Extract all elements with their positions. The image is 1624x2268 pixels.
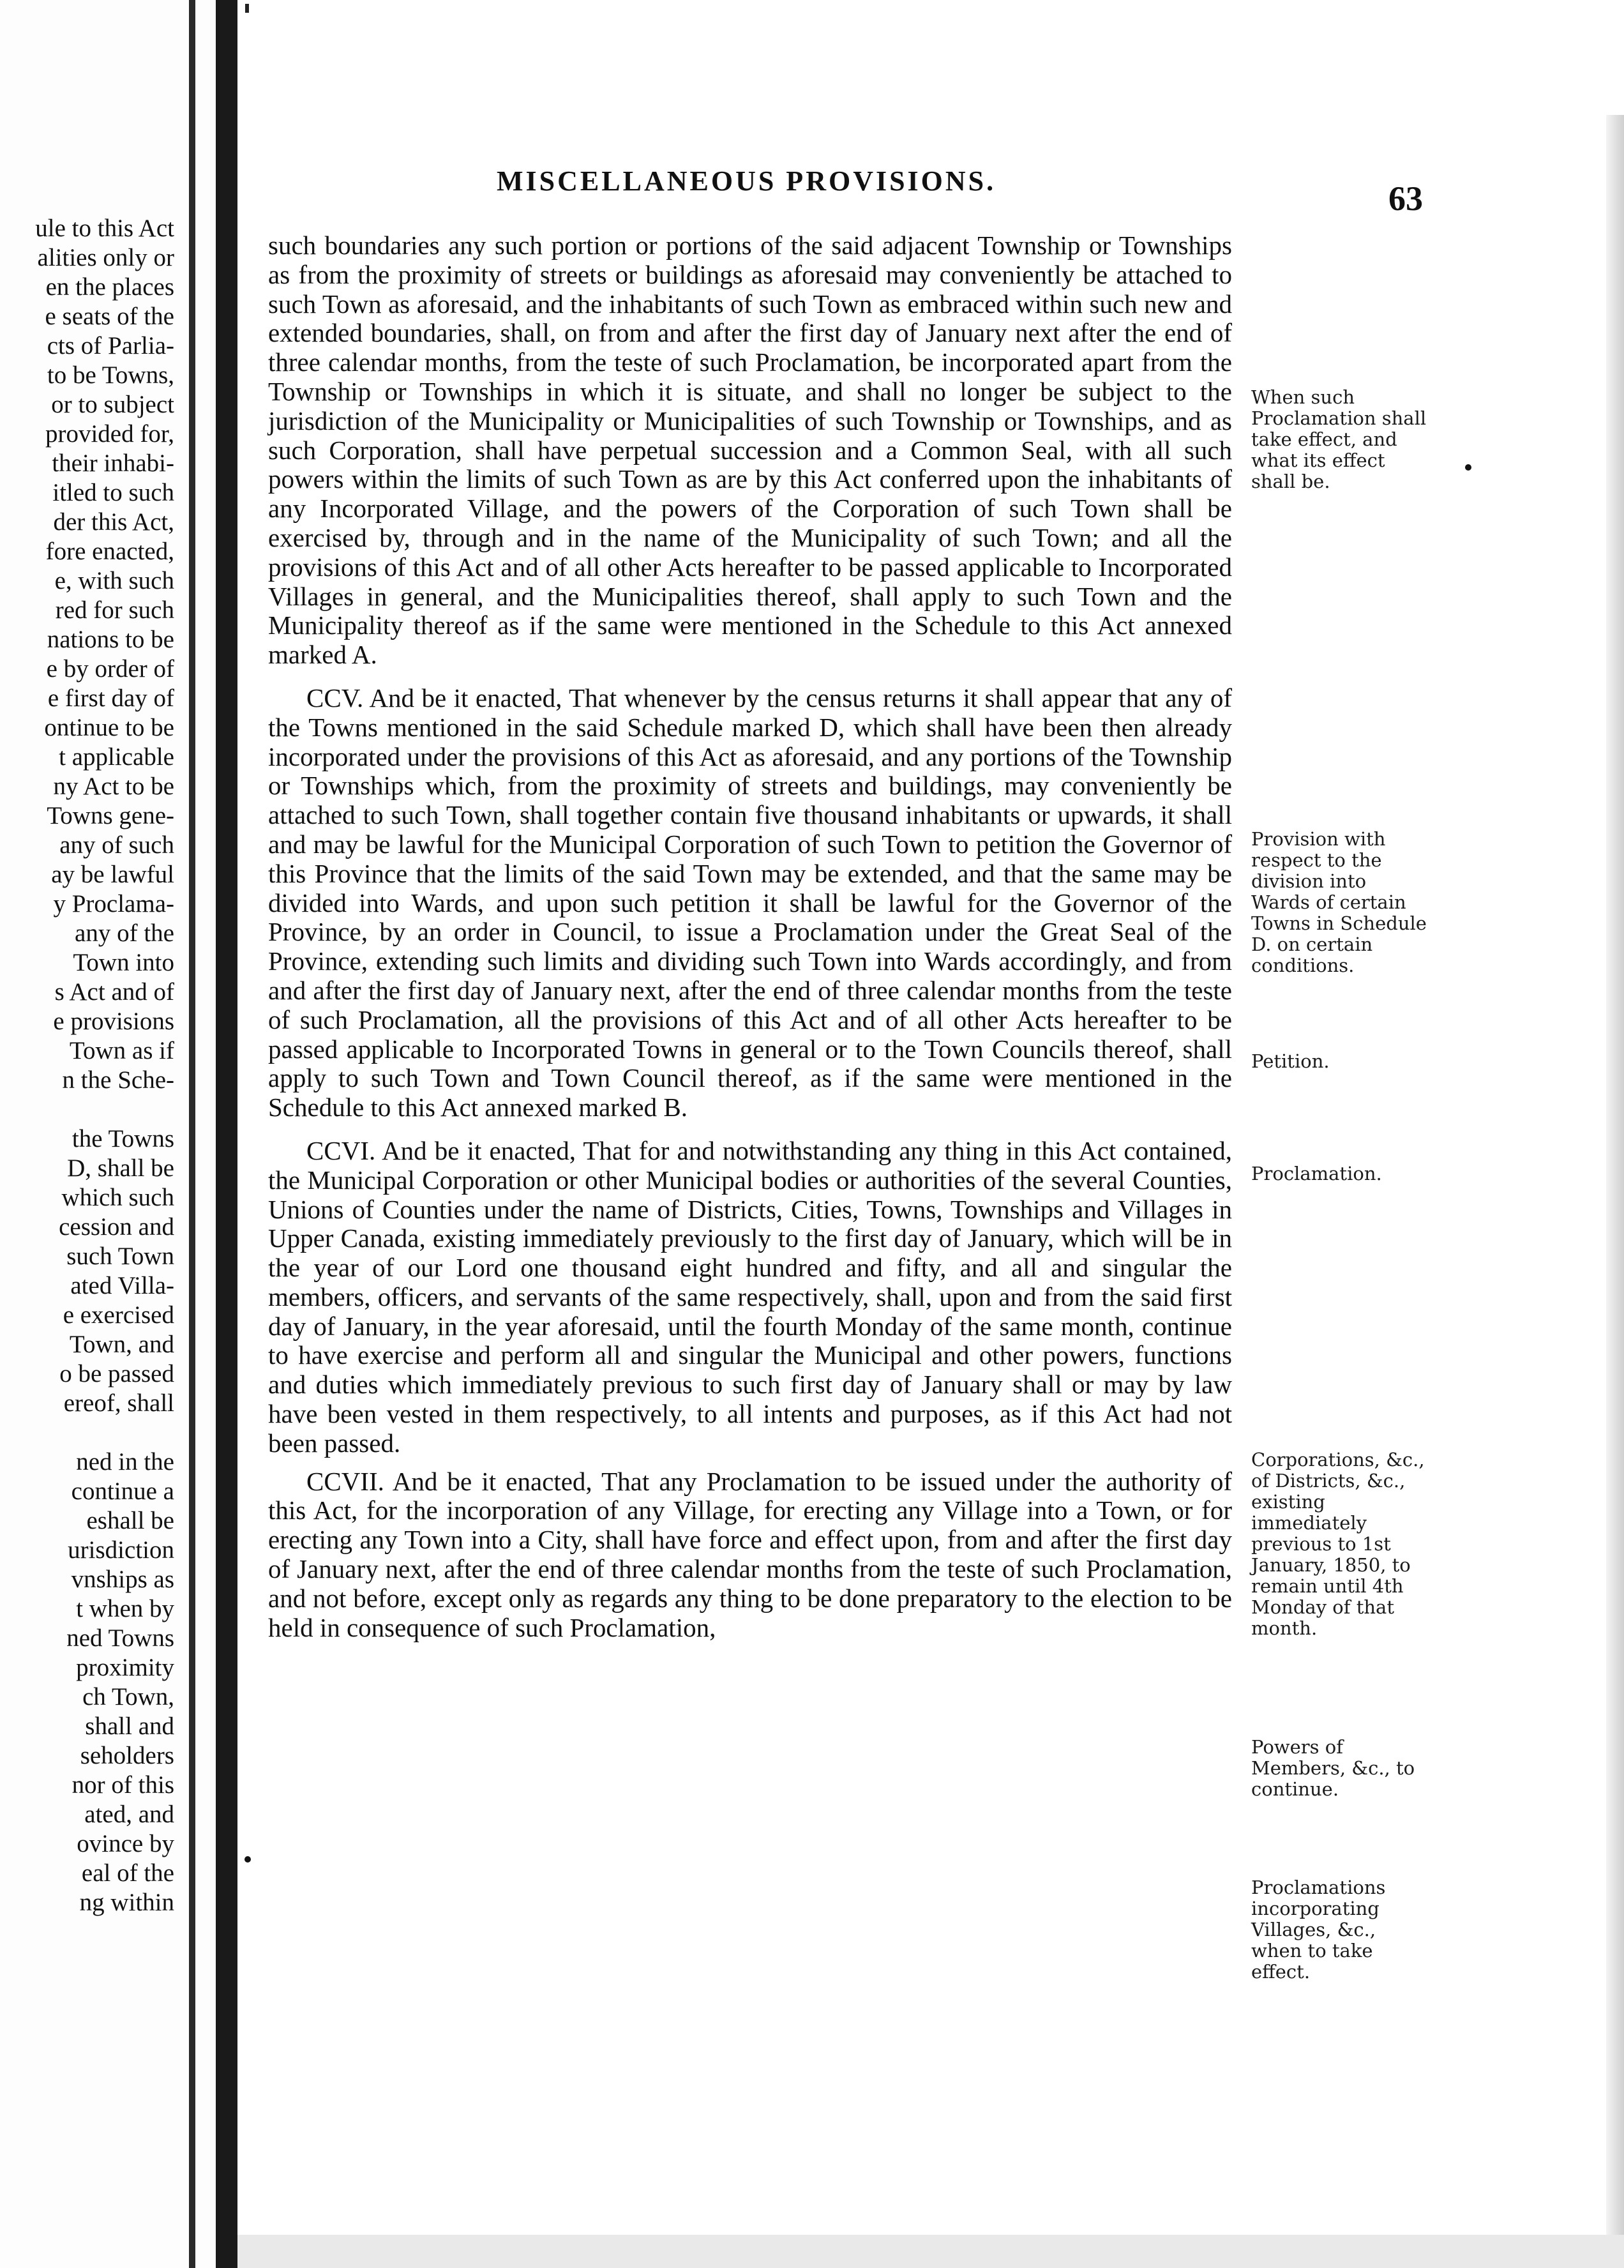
margin-note-proclamations-villages: Proclamations incorporating Villages, &c., when to take effect. [1251, 1877, 1386, 1983]
margin-note-corporations-existing: Corporations, &c., of Districts, &c., existing immediately previous to 1st January, 1850, to remain until 4th Monday of that month. [1251, 1449, 1425, 1639]
page-bottom-edge [237, 2235, 1624, 2268]
facing-page-line: Town into [73, 949, 174, 976]
facing-page-line: e, with such [54, 567, 174, 594]
facing-page-line: n the Sche- [62, 1066, 174, 1094]
page-fold-shadow [189, 0, 195, 2268]
ink-dot [1465, 464, 1471, 471]
facing-page-line: ereof, shall [63, 1389, 174, 1417]
facing-page-line: ay be lawful [51, 861, 174, 888]
facing-page-line: e first day of [47, 684, 174, 712]
facing-page-line: seholders [80, 1742, 174, 1769]
scan-mark [245, 4, 249, 13]
facing-page-line: fore enacted, [45, 538, 174, 565]
page-number: 63 [1388, 179, 1423, 218]
facing-page-line: ch Town, [82, 1683, 174, 1711]
facing-page-line: t when by [76, 1595, 174, 1622]
facing-page-line: to be Towns, [47, 361, 174, 389]
main-text-column [268, 231, 1232, 1642]
facing-page-line: e exercised [63, 1301, 174, 1329]
margin-note-proclamation: Proclamation. [1251, 1163, 1382, 1184]
section-ccv: CCV. And be it enacted, That whenever by the census returns it shall appear that any of the Towns mentioned in the said Schedule marked D, which shall have been then already incorporated under the provisions of this Act as aforesaid, and any portions of the Township or Townships which, from the proximity of streets and buildings, may conveniently be attached to such Town, shall together contain five thousand inhabitants or upwards, it shall and may be lawful for the Municipal Corporation of such Town to petition the Governor of this Province that the limits of the said Town may be extended, and that the same may be divided into Wards, and upon such petition it shall be lawful for the Governor of the Province, by an order in Council, to issue a Proclamation under the Great Seal of the Province, extending such limits and dividing such Town into Wards accordingly, and from and after the first day of January next, after the end of three calendar months from the teste of such Proclamation, all the provisions of this Act and of all other Acts hereafter to be passed applicable to Incorporated Towns in general or to the Town Councils thereof, shall apply to such Town and Town Council thereof, as if the same were mentioned in the Schedule to this Act annexed marked B. [268, 683, 1232, 1123]
facing-page-line: Town as if [69, 1037, 174, 1064]
facing-page-line: ned in the [76, 1448, 174, 1476]
facing-page-line: e by order of [46, 655, 174, 683]
facing-page-line: shall and [85, 1712, 174, 1740]
facing-page-line: nor of this [71, 1771, 174, 1799]
facing-page-line: alities only or [37, 244, 174, 271]
facing-page-line: provided for, [45, 420, 174, 448]
facing-page-line: nations to be [47, 626, 174, 653]
margin-note-petition: Petition. [1251, 1050, 1330, 1072]
facing-page-line: cts of Parlia- [47, 332, 174, 359]
facing-page-line: any of such [59, 831, 174, 859]
facing-page-line: the Towns [71, 1125, 174, 1153]
facing-page-line: ned Towns [66, 1624, 174, 1652]
facing-page-fragment [0, 0, 220, 2268]
facing-page-line: urisdiction [68, 1536, 174, 1564]
facing-page-line: o be passed [59, 1360, 174, 1387]
facing-page-line: ny Act to be [53, 773, 174, 800]
page-edge-shadow [1606, 115, 1624, 2241]
facing-page-line: which such [61, 1184, 174, 1211]
margin-note-powers-continue: Powers of Members, &c., to continue. [1251, 1736, 1415, 1800]
facing-page-line: continue a [71, 1478, 174, 1505]
facing-page-line: or to subject [51, 391, 174, 418]
facing-page-line: en the places [45, 273, 174, 301]
margin-note-proclamation-effect: When such Proclamation shall take effect, and what its effect shall be. [1251, 386, 1427, 492]
margin-note-ward-division: Provision with respect to the division into Wards of certain Towns in Schedule D. on certain conditions. [1251, 828, 1427, 976]
facing-page-line: proximity [76, 1654, 174, 1681]
facing-page-line: cession and [59, 1213, 174, 1241]
facing-page-line: ng within [79, 1889, 174, 1916]
facing-page-line: itled to such [52, 479, 174, 506]
facing-page-line: ated Villa- [70, 1272, 174, 1299]
facing-page-line: such Town [66, 1243, 174, 1270]
facing-page-line: ovince by [77, 1830, 174, 1857]
facing-page-line: ated, and [84, 1801, 174, 1828]
facing-page-line: eshall be [86, 1507, 174, 1534]
book-gutter [216, 0, 237, 2268]
facing-page-line: e provisions [53, 1008, 174, 1035]
facing-page-line: ontinue to be [44, 714, 174, 741]
facing-page-line: red for such [55, 596, 174, 624]
facing-page-line: Town, and [69, 1331, 174, 1358]
facing-page-line: t applicable [59, 743, 174, 771]
facing-page-line: ule to this Act [35, 215, 174, 242]
facing-page-line: e seats of the [45, 303, 174, 330]
facing-page-line: der this Act, [53, 508, 174, 536]
facing-page-line: D, shall be [67, 1154, 174, 1182]
facing-page-line: y Proclama- [53, 890, 174, 918]
facing-page-line: Towns gene- [47, 802, 174, 829]
facing-page-line: vnships as [71, 1566, 174, 1593]
paragraph-continued: such boundaries any such portion or portions of the said adjacent Township or Townships as from the proximity of streets or buildings as aforesaid may conveniently be attached to such Town as aforesaid, and the inhabitants of such Town as embraced within such new and extended boundaries, shall, on from and after the first day of January next after the end of three calendar months, from the teste of such Proclamation, be incorporated apart from the Township or Townships in which it is situate, and shall no longer be subject to the jurisdiction of the Municipality or Municipalities of such Township or Townships, and as such Corporation, shall have perpetual succession and a Common Seal, with all such powers within the limits of such Town as are by this Act conferred upon the inhabitants of any Incorporated Village, and the powers of the Corporation of such Town shall be exercised by, through and in the name of the Municipality of such Town; and all the provisions of this Act and of all other Acts hereafter to be passed applicable to Incorporated Villages in general, and the Municipalities thereof, shall apply to such Town and the Municipality thereof as if the same were mentioned in the Schedule to this Act annexed marked A. [268, 231, 1232, 670]
section-bullet [244, 1856, 251, 1863]
facing-page-line: their inhabi- [52, 450, 174, 477]
facing-page-line: any of the [75, 919, 174, 947]
section-ccvii: CCVII. And be it enacted, That any Proclamation to be issued under the authority of this Act, for the incorporation of any Village, for erecting any Village into a Town, or for erecting any Town into a City, shall have force and effect upon, from and after the first day of January next, after the end of three calendar months from the teste of such Proclamation, and not before, except only as regards any thing to be done preparatory to the election to be held in consequence of such Proclamation, [268, 1466, 1232, 1642]
section-ccvi: CCVI. And be it enacted, That for and notwithstanding any thing in this Act contained, the Municipal Corporation or other Municipal bodies or authorities of the several Counties, Unions of Counties under the name of Districts, Cities, Towns, Townships and Villages in Upper Canada, existing immediately previously to the first day of January, which will be in the year of our Lord one thousand eight hundred and fifty, and all and singular the members, officers, and servants of the same respectively, shall, upon and from the said first day of January, in the year aforesaid, until the fourth Monday of the same month, continue to have exercise and perform all and singular the Municipal and other powers, functions and duties which immediately previous to such first day of January shall or may by law have been vested in them respectively, to all intents and purposes, as if this Act had not been passed. [268, 1135, 1232, 1458]
facing-page-line: s Act and of [54, 978, 174, 1006]
running-header: MISCELLANEOUS PROVISIONS. [497, 165, 996, 197]
facing-page-line: eal of the [81, 1859, 174, 1887]
